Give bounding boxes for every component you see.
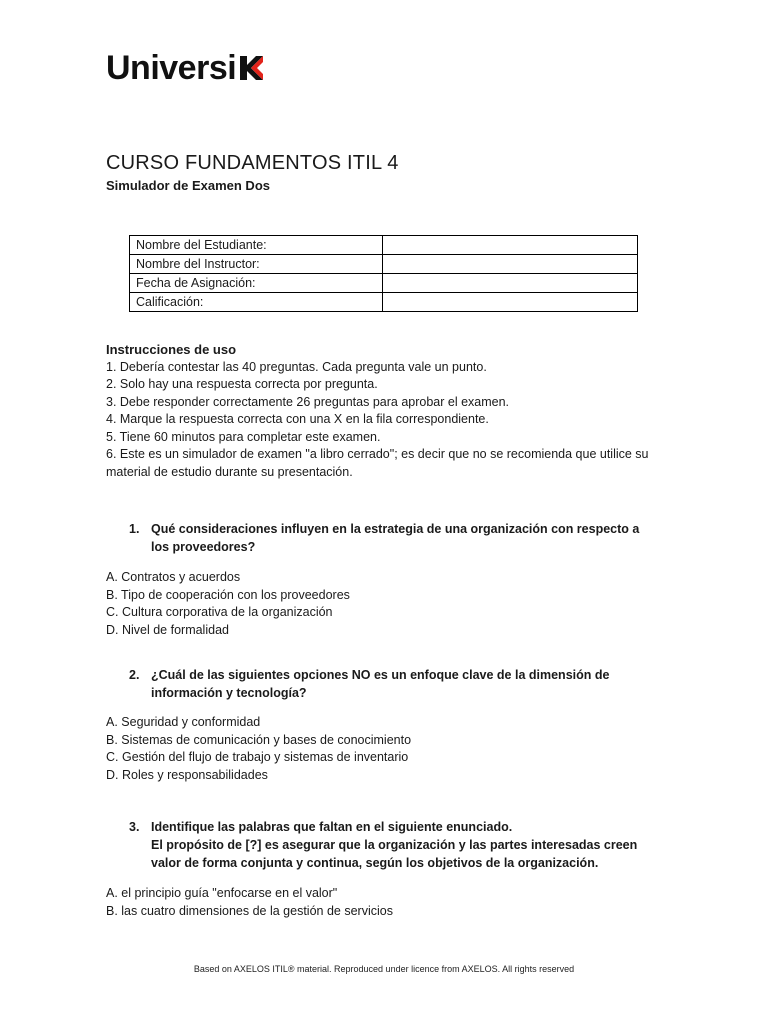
question-number: 2. — [129, 668, 140, 682]
universik-logo — [106, 48, 264, 88]
table-row — [130, 293, 638, 312]
instructions-heading: Instrucciones de uso — [106, 342, 237, 357]
instructor-name-field[interactable] — [383, 255, 638, 274]
question-2 — [129, 666, 649, 702]
logo-k-chevron-icon — [238, 54, 264, 82]
option-a[interactable]: A. Seguridad y conformidad — [106, 715, 261, 729]
instructions-section — [106, 341, 666, 481]
option-a[interactable]: A. el principio guía "enfocarse en el valor" — [106, 886, 338, 900]
option-b[interactable]: B. Sistemas de comunicación y bases de conocimiento — [106, 732, 412, 747]
question-text-line-1: Identifique las palabras que faltan en el siguiente enunciado. — [151, 820, 513, 834]
question-text: ¿Cuál de las siguientes opciones NO es un enfoque clave de la dimensión de información y tecnología? — [151, 668, 610, 700]
question-text-line-2: El propósito de [?] es asegurar que la organización y las partes interesadas creen valor de forma conjunta y continua, según los objetivos de la organización. — [151, 838, 638, 870]
option-c[interactable]: C. Cultura corporativa de la organización — [106, 605, 333, 619]
question-number: 1. — [129, 522, 140, 536]
assignment-date-field[interactable] — [383, 274, 638, 293]
logo-text: Universi — [106, 49, 237, 87]
instruction-item: 6. Este es un simulador de examen "a libro cerrado"; es decir que no se recomienda que utilice su material de estudio durante su presentación. — [106, 447, 649, 479]
student-info-table — [129, 235, 638, 312]
question-1-options — [106, 569, 350, 639]
option-b[interactable]: B. las cuatro dimensiones de la gestión de servicios — [106, 903, 393, 918]
option-a[interactable]: A. Contratos y acuerdos — [106, 570, 241, 584]
instructor-name-label: Nombre del Instructor: — [130, 255, 383, 274]
table-row — [130, 255, 638, 274]
footer-notice: Based on AXELOS ITIL® material. Reproduced under licence from AXELOS. All rights reserved — [193, 964, 575, 974]
student-name-field[interactable] — [383, 236, 638, 255]
page-title: CURSO FUNDAMENTOS ITIL 4 — [106, 152, 399, 174]
option-d[interactable]: D. Roles y responsabilidades — [106, 767, 268, 782]
option-d[interactable]: D. Nivel de formalidad — [106, 622, 229, 637]
question-3 — [129, 818, 649, 872]
question-1 — [129, 520, 649, 556]
table-row — [130, 274, 638, 293]
grade-field[interactable] — [383, 293, 638, 312]
table-row — [130, 236, 638, 255]
question-2-options — [106, 714, 411, 784]
page-subtitle: Simulador de Examen Dos — [106, 178, 270, 193]
option-c[interactable]: C. Gestión del flujo de trabajo y sistemas de inventario — [106, 750, 409, 764]
question-number: 3. — [129, 820, 140, 834]
student-name-label: Nombre del Estudiante: — [130, 236, 383, 255]
instruction-item: 4. Marque la respuesta correcta con una X en la fila correspondiente. — [106, 412, 489, 426]
grade-label: Calificación: — [130, 293, 383, 312]
instruction-item: 1. Debería contestar las 40 preguntas. Cada pregunta vale un punto. — [106, 359, 487, 374]
instruction-item: 3. Debe responder correctamente 26 preguntas para aprobar el examen. — [106, 394, 510, 409]
instruction-item: 5. Tiene 60 minutos para completar este examen. — [106, 429, 381, 444]
instruction-item: 2. Solo hay una respuesta correcta por pregunta. — [106, 377, 378, 391]
option-b[interactable]: B. Tipo de cooperación con los proveedores — [106, 587, 350, 602]
assignment-date-label: Fecha de Asignación: — [130, 274, 383, 293]
question-text: Qué consideraciones influyen en la estrategia de una organización con respecto a los proveedores? — [151, 522, 640, 554]
question-3-options — [106, 885, 393, 920]
